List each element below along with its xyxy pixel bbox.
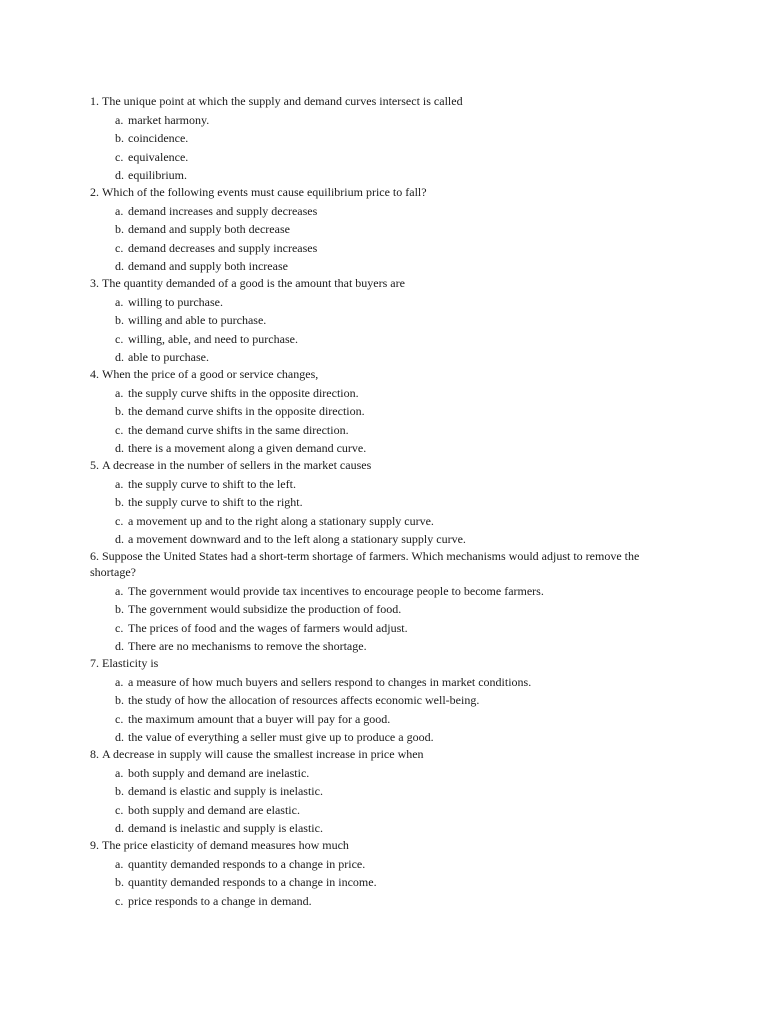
- question-number: 1.: [90, 94, 99, 108]
- answer-option: [90, 495, 555, 510]
- option-text: The government would provide tax incentives to encourage people to become farmers.: [128, 583, 544, 598]
- answer-options: [90, 295, 680, 366]
- question-4: [90, 366, 680, 456]
- question-number: 3.: [90, 276, 99, 290]
- option-text: a measure of how much buyers and sellers respond to changes in market conditions.: [128, 674, 532, 689]
- answer-option: [90, 204, 555, 219]
- option-text: demand and supply both decrease: [128, 222, 290, 236]
- option-text: there is a movement along a given demand curve.: [128, 441, 367, 455]
- option-text: willing to purchase.: [128, 294, 223, 309]
- option-letter: b.: [115, 313, 124, 327]
- question-text: The price elasticity of demand measures how much: [102, 838, 349, 852]
- option-letter: c.: [115, 711, 124, 726]
- option-text: a movement up and to the right along a stationary supply curve.: [128, 513, 434, 528]
- question-text: A decrease in supply will cause the smallest increase in price when: [102, 747, 424, 761]
- option-letter: b.: [115, 131, 124, 145]
- option-letter: d.: [115, 730, 124, 744]
- option-letter: b.: [115, 784, 124, 798]
- option-letter: d.: [115, 441, 124, 455]
- answer-option: [90, 875, 555, 890]
- answer-options: [90, 857, 680, 909]
- option-text: demand is elastic and supply is inelastic.: [128, 784, 323, 798]
- answer-option: [90, 712, 555, 727]
- option-text: coincidence.: [128, 131, 189, 145]
- question-3: [90, 275, 680, 365]
- question-1: [90, 93, 680, 183]
- option-text: the supply curve to shift to the right.: [128, 495, 303, 509]
- answer-option: [90, 621, 555, 636]
- option-text: the study of how the allocation of resources affects economic well-being.: [128, 693, 480, 707]
- option-letter: b.: [115, 875, 124, 889]
- option-text: quantity demanded responds to a change in price.: [128, 856, 366, 871]
- question-number: 9.: [90, 838, 99, 852]
- answer-options: [90, 675, 680, 746]
- answer-option: [90, 675, 555, 690]
- question-7: [90, 655, 680, 745]
- question-2: [90, 184, 680, 274]
- option-letter: c.: [115, 513, 124, 528]
- option-letter: a.: [115, 476, 124, 491]
- option-text: the demand curve shifts in the opposite direction.: [128, 404, 365, 418]
- answer-options: [90, 584, 680, 655]
- question-9: [90, 837, 680, 909]
- option-text: demand decreases and supply increases: [128, 240, 318, 255]
- option-letter: d.: [115, 639, 124, 653]
- option-text: demand is inelastic and supply is elastic.: [128, 821, 323, 835]
- answer-option: [90, 222, 555, 237]
- answer-option: [90, 313, 555, 328]
- option-letter: c.: [115, 149, 124, 164]
- question-number: 5.: [90, 458, 99, 472]
- option-letter: a.: [115, 294, 124, 309]
- option-letter: a.: [115, 856, 124, 871]
- question-stem: [90, 366, 680, 382]
- option-text: willing, able, and need to purchase.: [128, 331, 298, 346]
- option-text: both supply and demand are elastic.: [128, 802, 300, 817]
- answer-option: [90, 295, 555, 310]
- option-letter: b.: [115, 495, 124, 509]
- option-letter: b.: [115, 693, 124, 707]
- answer-options: [90, 386, 680, 457]
- answer-option: [90, 241, 555, 256]
- question-5: [90, 457, 680, 547]
- option-letter: a.: [115, 674, 124, 689]
- option-letter: b.: [115, 222, 124, 236]
- option-letter: c.: [115, 331, 124, 346]
- option-text: price responds to a change in demand.: [128, 893, 312, 908]
- answer-option: [90, 259, 555, 274]
- question-number: 2.: [90, 185, 99, 199]
- question-stem: [90, 184, 680, 200]
- answer-option: [90, 766, 555, 781]
- question-text: The quantity demanded of a good is the amount that buyers are: [102, 276, 405, 290]
- question-text: A decrease in the number of sellers in the market causes: [102, 458, 372, 472]
- option-text: equilibrium.: [128, 168, 187, 182]
- option-letter: a.: [115, 203, 124, 218]
- answer-option: [90, 113, 555, 128]
- answer-options: [90, 113, 680, 184]
- answer-option: [90, 131, 555, 146]
- option-letter: a.: [115, 765, 124, 780]
- answer-option: [90, 404, 555, 419]
- answer-option: [90, 386, 555, 401]
- question-stem: [90, 837, 680, 853]
- option-letter: c.: [115, 802, 124, 817]
- answer-option: [90, 168, 555, 183]
- option-letter: c.: [115, 422, 124, 437]
- option-text: the demand curve shifts in the same direction.: [128, 422, 349, 437]
- question-stem: [90, 655, 680, 671]
- option-letter: c.: [115, 240, 124, 255]
- option-text: willing and able to purchase.: [128, 313, 267, 327]
- answer-options: [90, 477, 680, 548]
- answer-option: [90, 532, 555, 547]
- question-stem: [90, 275, 680, 291]
- option-text: equivalence.: [128, 149, 189, 164]
- answer-options: [90, 204, 680, 275]
- option-text: both supply and demand are inelastic.: [128, 765, 310, 780]
- answer-option: [90, 602, 555, 617]
- option-letter: b.: [115, 602, 124, 616]
- option-letter: d.: [115, 259, 124, 273]
- option-letter: c.: [115, 893, 124, 908]
- question-8: [90, 746, 680, 836]
- answer-option: [90, 821, 555, 836]
- option-text: market harmony.: [128, 112, 210, 127]
- quiz-page: [90, 92, 680, 909]
- answer-option: [90, 423, 555, 438]
- question-text: Suppose the United States had a short-term shortage of farmers. Which mechanisms would adjust to remove the shortage?: [90, 549, 640, 579]
- answer-option: [90, 803, 555, 818]
- question-6: [90, 548, 680, 654]
- option-letter: c.: [115, 620, 124, 635]
- option-text: quantity demanded responds to a change in income.: [128, 875, 377, 889]
- answer-option: [90, 477, 555, 492]
- answer-option: [90, 514, 555, 529]
- option-text: the maximum amount that a buyer will pay for a good.: [128, 711, 391, 726]
- answer-option: [90, 857, 555, 872]
- option-letter: a.: [115, 385, 124, 400]
- answer-option: [90, 350, 555, 365]
- option-letter: b.: [115, 404, 124, 418]
- question-text: Elasticity is: [102, 656, 159, 670]
- option-text: the supply curve to shift to the left.: [128, 476, 296, 491]
- question-number: 7.: [90, 656, 99, 670]
- option-letter: a.: [115, 583, 124, 598]
- option-letter: a.: [115, 112, 124, 127]
- option-text: the value of everything a seller must give up to produce a good.: [128, 730, 434, 744]
- answer-option: [90, 150, 555, 165]
- option-letter: d.: [115, 168, 124, 182]
- question-stem: [90, 457, 680, 473]
- answer-option: [90, 784, 555, 799]
- answer-option: [90, 332, 555, 347]
- option-letter: d.: [115, 821, 124, 835]
- question-number: 4.: [90, 367, 99, 381]
- question-stem: [90, 746, 680, 762]
- question-text: The unique point at which the supply and demand curves intersect is called: [102, 94, 463, 108]
- option-letter: d.: [115, 350, 124, 364]
- answer-option: [90, 693, 555, 708]
- option-text: The prices of food and the wages of farmers would adjust.: [128, 620, 408, 635]
- option-letter: d.: [115, 532, 124, 546]
- question-stem: [90, 548, 680, 580]
- answer-options: [90, 766, 680, 837]
- answer-option: [90, 894, 555, 909]
- option-text: The government would subsidize the production of food.: [128, 602, 402, 616]
- question-text: Which of the following events must cause equilibrium price to fall?: [102, 185, 427, 199]
- question-text: When the price of a good or service changes,: [102, 367, 319, 381]
- question-number: 6.: [90, 549, 99, 563]
- option-text: demand and supply both increase: [128, 259, 288, 273]
- option-text: There are no mechanisms to remove the shortage.: [128, 639, 367, 653]
- answer-option: [90, 441, 555, 456]
- question-number: 8.: [90, 747, 99, 761]
- answer-option: [90, 730, 555, 745]
- answer-option: [90, 639, 555, 654]
- question-stem: [90, 93, 680, 109]
- option-text: a movement downward and to the left along a stationary supply curve.: [128, 532, 466, 546]
- option-text: the supply curve shifts in the opposite direction.: [128, 385, 359, 400]
- option-text: demand increases and supply decreases: [128, 203, 318, 218]
- option-text: able to purchase.: [128, 350, 209, 364]
- answer-option: [90, 584, 555, 599]
